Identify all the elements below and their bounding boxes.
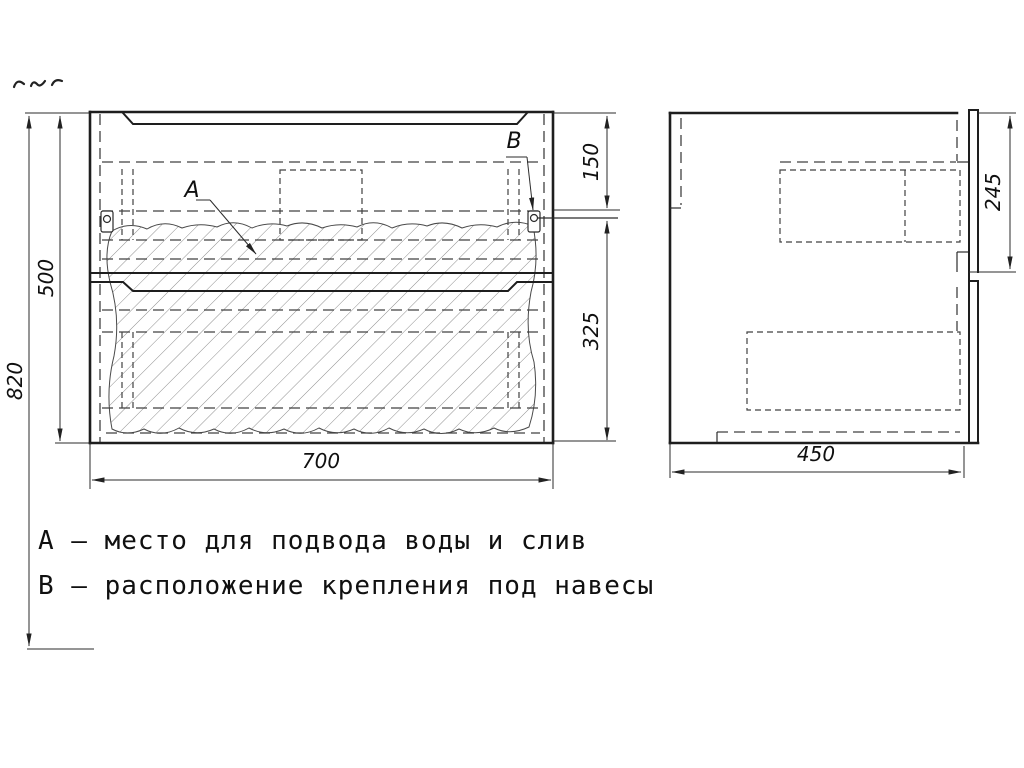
callout-a-letter: А xyxy=(184,178,200,203)
dim-mount-bottom-label: 325 xyxy=(579,311,603,351)
dim-front-width-label: 700 xyxy=(301,449,341,473)
hatch-section xyxy=(107,222,536,433)
dim-upper-front-label: 245 xyxy=(981,172,1005,212)
mount-bracket-right xyxy=(528,211,540,232)
mount-bracket-left xyxy=(101,211,113,232)
legend xyxy=(38,526,654,601)
legend-line-b: В – расположение крепления под навесы xyxy=(38,571,655,601)
front-view xyxy=(90,112,618,443)
dim-depth-label: 450 xyxy=(796,442,836,466)
side-outline xyxy=(670,110,978,443)
callout-b-letter: В xyxy=(506,129,522,154)
side-view xyxy=(670,110,978,443)
legend-line-a: А – место для подвода воды и слив xyxy=(38,526,588,556)
dim-mount-top-label: 150 xyxy=(579,142,603,182)
dim-total-height-label: 820 xyxy=(3,361,27,401)
clipped-text-fragment xyxy=(14,80,62,87)
dim-front-height-label: 500 xyxy=(34,258,58,298)
side-hidden-lines xyxy=(681,118,960,432)
